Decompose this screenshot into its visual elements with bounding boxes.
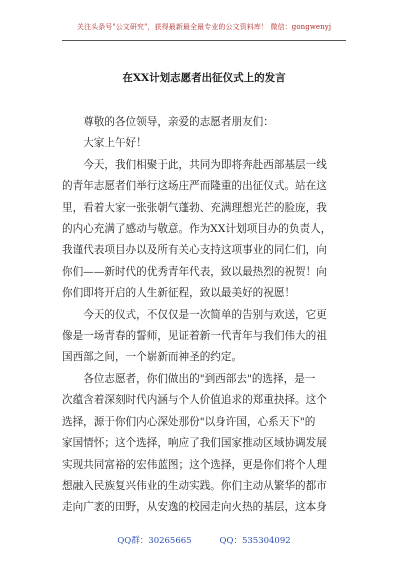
body-line: 家国情怀；这个选择，响应了我们国家推动区域协调发展 <box>62 437 327 450</box>
footer-qq-group: QQ群：30265665 <box>117 536 192 546</box>
body-line: 我谨代表项目办以及所有关心支持这项事业的同仁们，向 <box>62 244 327 257</box>
document-body <box>62 112 346 519</box>
page-header-notice: 关注头条号"公文研究"，获得最新最全最专业的公文资料库！ 微信：gongwenyj <box>76 23 332 31</box>
body-line: 的青年志愿者们举行这场庄严而隆重的出征仪式。站在这 <box>62 180 327 193</box>
body-line: 选择，源于你们内心深处那份"以身许国，心系天下"的 <box>62 415 316 428</box>
body-line: 今天，我们相聚于此，共同为即将奔赴西部基层一线 <box>83 158 327 171</box>
salutation-line: 尊敬的各位领导，亲爱的志愿者朋友们： <box>83 116 274 128</box>
body-line: 今天的仪式，不仅仅是一次简单的告别与欢送，它更 <box>83 308 327 321</box>
body-line: 走向广袤的田野，从安逸的校园走向火热的基层，这本身 <box>62 501 327 514</box>
body-line: 各位志愿者，你们做出的"到西部去"的选择，是一 <box>83 372 316 385</box>
body-line: 国西部之间，一个崭新而神圣的约定。 <box>62 351 243 364</box>
body-line: 实现共同富裕的宏伟蓝图；这个选择，更是你们将个人理 <box>62 458 327 471</box>
body-line: 像是一场青春的誓师，见证着新一代青年与我们伟大的祖 <box>62 330 327 343</box>
page-footer-contacts <box>0 534 408 546</box>
header-divider <box>62 40 346 41</box>
body-line: 里，看着大家一张张朝气蓬勃、充满理想光芒的脸庞，我 <box>62 201 327 214</box>
greeting-line: 大家上午好！ <box>83 137 147 150</box>
body-line: 你们——新时代的优秀青年代表，致以最热烈的祝贺！向 <box>62 265 327 278</box>
body-line: 你们即将开启的人生新征程，致以最美好的祝愿！ <box>62 287 296 300</box>
body-line: 的内心充满了感动与敬意。作为XX计划项目办的负责人， <box>62 223 332 236</box>
document-title: 在XX计划志愿者出征仪式上的发言 <box>122 72 286 84</box>
body-line: 次蕴含着深刻时代内涵与个人价值追求的郑重抉择。这个 <box>62 394 327 407</box>
footer-qq-number: QQ：535304092 <box>219 536 291 546</box>
body-line: 想融入民族复兴伟业的生动实践。你们主动从繁华的都市 <box>62 479 327 492</box>
